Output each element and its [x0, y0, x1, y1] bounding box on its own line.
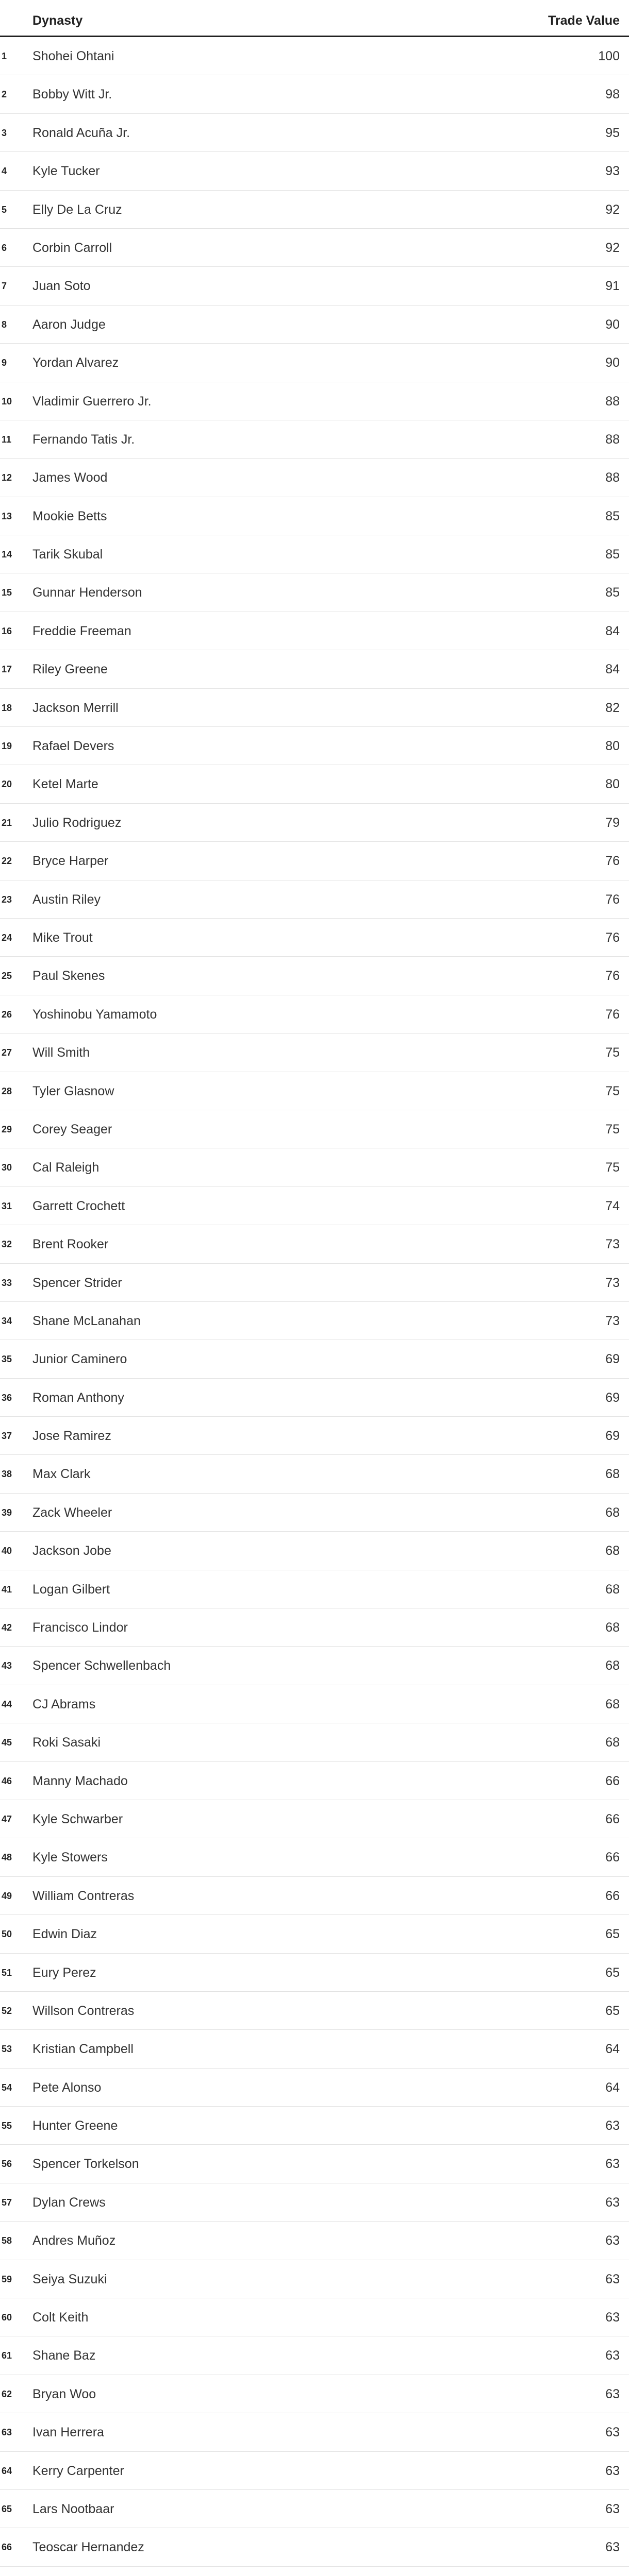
table-row [0, 2183, 629, 2222]
row-trade-value: 63 [605, 2463, 620, 2478]
row-trade-value: 73 [605, 1313, 620, 1328]
row-trade-value: 73 [605, 1237, 620, 1252]
row-rank: 22 [2, 856, 12, 867]
table-row [0, 114, 629, 152]
row-trade-value: 63 [605, 2502, 620, 2516]
row-trade-value: 75 [605, 1122, 620, 1137]
table-row [0, 2490, 629, 2528]
row-player-name: Andres Muñoz [32, 2233, 116, 2248]
row-trade-value: 73 [605, 1275, 620, 1290]
row-trade-value: 68 [605, 1658, 620, 1673]
row-trade-value: 84 [605, 623, 620, 638]
row-trade-value: 84 [605, 662, 620, 677]
table-row [0, 2222, 629, 2260]
table-row [0, 2260, 629, 2298]
row-trade-value: 66 [605, 1888, 620, 1903]
row-rank: 6 [2, 242, 7, 253]
table-row [0, 1877, 629, 1915]
row-rank: 51 [2, 1967, 12, 1978]
row-player-name: Julio Rodriguez [32, 815, 122, 830]
row-trade-value: 90 [605, 355, 620, 370]
row-player-name: Yordan Alvarez [32, 355, 119, 370]
row-trade-value: 76 [605, 854, 620, 869]
row-player-name: Jackson Merrill [32, 700, 119, 715]
row-rank: 24 [2, 932, 12, 943]
row-trade-value: 69 [605, 1429, 620, 1444]
table-row [0, 1915, 629, 1953]
row-player-name: Corey Seager [32, 1122, 112, 1137]
row-rank: 27 [2, 1047, 12, 1058]
row-rank: 44 [2, 1699, 12, 1709]
table-row [0, 2336, 629, 2375]
row-player-name [32, 2567, 124, 2576]
table-row [0, 573, 629, 612]
row-trade-value: 80 [605, 739, 620, 754]
row-rank: 35 [2, 1354, 12, 1365]
table-row [0, 957, 629, 995]
row-rank: 56 [2, 2159, 12, 2170]
row-trade-value: 92 [605, 240, 620, 255]
row-player-name: Jackson Jobe [32, 1544, 111, 1558]
table-row [0, 1379, 629, 1417]
row-trade-value: 68 [605, 1544, 620, 1558]
row-player-name: Ivan Herrera [32, 2425, 104, 2440]
row-trade-value: 98 [605, 87, 620, 102]
table-row [0, 2298, 629, 2336]
table-row [0, 765, 629, 803]
row-rank: 55 [2, 2121, 12, 2131]
row-rank: 47 [2, 1814, 12, 1824]
row-trade-value: 63 [605, 2310, 620, 2325]
row-trade-value: 76 [605, 930, 620, 945]
row-rank: 45 [2, 1737, 12, 1748]
row-player-name: Mike Trout [32, 930, 93, 945]
row-rank: 18 [2, 702, 12, 713]
row-rank: 53 [2, 2044, 12, 2055]
row-rank: 19 [2, 741, 12, 752]
row-trade-value: 63 [605, 2195, 620, 2210]
row-trade-value: 69 [605, 1352, 620, 1367]
row-rank: 65 [2, 2504, 12, 2514]
row-trade-value: 76 [605, 1007, 620, 1022]
row-trade-value: 75 [605, 1045, 620, 1060]
table-row [0, 1532, 629, 1570]
row-trade-value: 63 [605, 2119, 620, 2133]
table-row [0, 919, 629, 957]
row-player-name: Tyler Glasnow [32, 1083, 114, 1098]
table-row [0, 497, 629, 535]
row-trade-value: 68 [605, 1582, 620, 1597]
table-row [0, 267, 629, 305]
table-row [0, 1072, 629, 1110]
row-player-name: William Contreras [32, 1888, 135, 1903]
row-trade-value: 68 [605, 1735, 620, 1750]
row-trade-value: 80 [605, 777, 620, 792]
row-trade-value: 65 [605, 1927, 620, 1942]
row-player-name: Garrett Crochett [32, 1198, 125, 1213]
row-rank: 58 [2, 2235, 12, 2246]
row-trade-value: 66 [605, 1773, 620, 1788]
table-row [0, 1954, 629, 1992]
row-trade-value: 69 [605, 1390, 620, 1405]
row-trade-value: 63 [605, 2540, 620, 2555]
row-trade-value: 95 [605, 125, 620, 140]
table-row [0, 1992, 629, 2030]
row-trade-value: 63 [605, 2425, 620, 2440]
row-rank: 7 [2, 281, 7, 292]
row-player-name: Fernando Tatis Jr. [32, 432, 135, 447]
table-row [0, 2030, 629, 2068]
column-header-trade-value[interactable]: Trade Value [548, 13, 620, 28]
row-trade-value: 66 [605, 1850, 620, 1865]
row-trade-value: 100 [598, 49, 620, 63]
row-rank: 52 [2, 2005, 12, 2016]
row-rank: 28 [2, 1086, 12, 1096]
row-player-name: Ronald Acuña Jr. [32, 125, 130, 140]
row-player-name: James Wood [32, 470, 108, 485]
row-trade-value: 66 [605, 1811, 620, 1826]
row-trade-value: 63 [605, 2386, 620, 2401]
table-row [0, 727, 629, 765]
table-row [0, 1455, 629, 1493]
table-row [0, 842, 629, 880]
table-row [0, 1723, 629, 1761]
table-row [0, 1033, 629, 1072]
row-rank: 23 [2, 894, 12, 905]
row-rank: 20 [2, 779, 12, 790]
row-rank: 42 [2, 1622, 12, 1633]
row-rank: 9 [2, 358, 7, 368]
row-rank: 50 [2, 1929, 12, 1940]
row-rank: 32 [2, 1239, 12, 1250]
table-row [0, 2528, 629, 2566]
table-row [0, 1302, 629, 1340]
row-player-name: Austin Riley [32, 892, 101, 907]
row-player-name: Pete Alonso [32, 2080, 102, 2095]
row-rank: 31 [2, 1200, 12, 1211]
row-trade-value: 85 [605, 547, 620, 562]
row-player-name: Roki Sasaki [32, 1735, 101, 1750]
row-player-name: Shane Baz [32, 2348, 96, 2363]
row-rank: 38 [2, 1469, 12, 1480]
row-trade-value [605, 2567, 620, 2576]
table-row [0, 420, 629, 459]
row-rank: 13 [2, 511, 12, 521]
row-rank: 16 [2, 625, 12, 636]
row-player-name: Kerry Carpenter [32, 2463, 124, 2478]
row-rank: 26 [2, 1009, 12, 1020]
row-rank: 36 [2, 1392, 12, 1403]
table-row [0, 459, 629, 497]
row-player-name: Seiya Suzuki [32, 2272, 107, 2286]
row-trade-value: 92 [605, 202, 620, 217]
table-row [0, 306, 629, 344]
row-player-name: Yoshinobu Yamamoto [32, 1007, 157, 1022]
row-trade-value: 82 [605, 700, 620, 715]
row-rank: 63 [2, 2427, 12, 2438]
row-trade-value: 68 [605, 1467, 620, 1482]
row-rank: 43 [2, 1660, 12, 1671]
row-rank: 46 [2, 1775, 12, 1786]
row-rank: 2 [2, 89, 7, 100]
table-row [0, 1187, 629, 1225]
row-player-name: Ketel Marte [32, 777, 98, 792]
row-player-name: Juan Soto [32, 279, 91, 294]
row-player-name: Will Smith [32, 1045, 90, 1060]
row-trade-value: 79 [605, 815, 620, 830]
table-row [0, 152, 629, 190]
table-row [0, 1494, 629, 1532]
row-rank: 29 [2, 1124, 12, 1134]
row-player-name: Edwin Diaz [32, 1927, 97, 1942]
table-row [0, 2452, 629, 2490]
row-rank: 62 [2, 2388, 12, 2399]
row-player-name: Dylan Crews [32, 2195, 106, 2210]
row-trade-value: 91 [605, 279, 620, 294]
row-rank: 4 [2, 166, 7, 177]
row-trade-value: 85 [605, 585, 620, 600]
column-header-dynasty[interactable]: Dynasty [32, 13, 83, 28]
table-row [0, 650, 629, 688]
row-rank: 60 [2, 2312, 12, 2323]
row-player-name: Jose Ramirez [32, 1429, 111, 1444]
row-player-name: Riley Greene [32, 662, 108, 677]
table-row [0, 344, 629, 382]
row-player-name: Elly De La Cruz [32, 202, 122, 217]
row-trade-value: 63 [605, 2348, 620, 2363]
row-trade-value: 63 [605, 2233, 620, 2248]
row-player-name: Spencer Strider [32, 1275, 122, 1290]
table-row [0, 1110, 629, 1148]
row-player-name: Eury Perez [32, 1965, 96, 1980]
row-rank: 59 [2, 2274, 12, 2284]
row-trade-value: 85 [605, 509, 620, 523]
row-player-name: Corbin Carroll [32, 240, 112, 255]
row-player-name: Aaron Judge [32, 317, 106, 332]
row-rank: 30 [2, 1162, 12, 1173]
table-row [0, 1762, 629, 1800]
table-row [0, 1608, 629, 1647]
row-rank: 37 [2, 1431, 12, 1442]
row-trade-value: 65 [605, 1965, 620, 1980]
row-rank: 66 [2, 2542, 12, 2553]
row-rank: 33 [2, 1277, 12, 1288]
table-row [0, 995, 629, 1033]
row-player-name: Lars Nootbaar [32, 2502, 114, 2516]
row-player-name: Roman Anthony [32, 1390, 124, 1405]
row-trade-value: 75 [605, 1160, 620, 1175]
table-row [0, 1148, 629, 1187]
row-trade-value: 64 [605, 2042, 620, 2057]
row-rank: 14 [2, 549, 12, 560]
row-player-name: Cal Raleigh [32, 1160, 100, 1175]
table-row [0, 191, 629, 229]
row-rank: 64 [2, 2465, 12, 2476]
table-body [0, 37, 629, 2576]
table-row [0, 2567, 629, 2576]
row-trade-value: 68 [605, 1620, 620, 1635]
row-trade-value: 76 [605, 969, 620, 984]
row-trade-value: 76 [605, 892, 620, 907]
table-row [0, 689, 629, 727]
row-rank: 8 [2, 319, 7, 330]
row-player-name: Bryce Harper [32, 854, 109, 869]
table-row [0, 1417, 629, 1455]
row-rank: 41 [2, 1584, 12, 1595]
row-player-name: Willson Contreras [32, 2003, 135, 2018]
row-player-name: Freddie Freeman [32, 623, 131, 638]
row-rank: 1 [2, 51, 7, 61]
row-trade-value: 75 [605, 1083, 620, 1098]
row-player-name: Spencer Torkelson [32, 2157, 139, 2172]
row-player-name: Shohei Ohtani [32, 49, 114, 63]
row-rank: 3 [2, 127, 7, 138]
row-player-name: Max Clark [32, 1467, 91, 1482]
row-player-name: Logan Gilbert [32, 1582, 110, 1597]
row-player-name: Junior Caminero [32, 1352, 127, 1367]
row-trade-value: 68 [605, 1505, 620, 1520]
table-row [0, 2375, 629, 2413]
row-trade-value: 63 [605, 2157, 620, 2172]
row-player-name: Bobby Witt Jr. [32, 87, 112, 102]
row-rank: 10 [2, 396, 12, 406]
row-rank: 57 [2, 2197, 12, 2208]
row-player-name: Francisco Lindor [32, 1620, 128, 1635]
row-rank: 11 [2, 434, 12, 445]
row-player-name: Paul Skenes [32, 969, 105, 984]
row-player-name: CJ Abrams [32, 1697, 96, 1711]
table-row [0, 2107, 629, 2145]
table-row [0, 2145, 629, 2183]
row-rank [2, 2567, 12, 2576]
row-player-name: Rafael Devers [32, 739, 114, 754]
row-player-name: Hunter Greene [32, 2119, 118, 2133]
table-row [0, 382, 629, 420]
row-rank: 54 [2, 2082, 12, 2093]
table-row [0, 2413, 629, 2451]
row-player-name: Manny Machado [32, 1773, 128, 1788]
row-player-name: Gunnar Henderson [32, 585, 142, 600]
table-row [0, 37, 629, 75]
table-row [0, 1225, 629, 1263]
table-row [0, 75, 629, 113]
table-row [0, 612, 629, 650]
row-trade-value: 68 [605, 1697, 620, 1711]
table-row [0, 1264, 629, 1302]
row-player-name: Kristian Campbell [32, 2042, 134, 2057]
row-rank: 48 [2, 1852, 12, 1863]
table-row [0, 1340, 629, 1378]
table-row [0, 2069, 629, 2107]
row-player-name: Brent Rooker [32, 1237, 109, 1252]
row-trade-value: 88 [605, 394, 620, 409]
row-rank: 34 [2, 1315, 12, 1326]
row-rank: 61 [2, 2350, 12, 2361]
table-row [0, 1800, 629, 1838]
table-header [0, 0, 629, 37]
row-trade-value: 88 [605, 470, 620, 485]
row-player-name: Spencer Schwellenbach [32, 1658, 171, 1673]
row-player-name: Kyle Tucker [32, 164, 100, 179]
row-player-name: Bryan Woo [32, 2386, 96, 2401]
row-rank: 5 [2, 204, 7, 215]
row-trade-value: 74 [605, 1198, 620, 1213]
row-trade-value: 64 [605, 2080, 620, 2095]
row-player-name: Shane McLanahan [32, 1313, 141, 1328]
row-player-name: Tarik Skubal [32, 547, 103, 562]
row-rank: 12 [2, 472, 12, 483]
table-row [0, 1647, 629, 1685]
row-trade-value: 65 [605, 2003, 620, 2018]
row-player-name: Teoscar Hernandez [32, 2540, 144, 2555]
row-rank: 15 [2, 587, 12, 598]
row-player-name: Kyle Stowers [32, 1850, 108, 1865]
row-rank: 40 [2, 1546, 12, 1556]
table-row [0, 1570, 629, 1608]
table-row [0, 1685, 629, 1723]
row-rank: 21 [2, 817, 12, 828]
row-trade-value: 93 [605, 164, 620, 179]
table-row [0, 880, 629, 919]
row-rank: 39 [2, 1507, 12, 1518]
table-row [0, 1838, 629, 1876]
row-rank: 25 [2, 971, 12, 981]
row-player-name: Zack Wheeler [32, 1505, 112, 1520]
row-trade-value: 88 [605, 432, 620, 447]
row-player-name: Colt Keith [32, 2310, 89, 2325]
row-rank: 49 [2, 1890, 12, 1901]
table-row [0, 804, 629, 842]
row-trade-value: 63 [605, 2272, 620, 2286]
table-row [0, 535, 629, 573]
row-player-name: Mookie Betts [32, 509, 107, 523]
row-trade-value: 90 [605, 317, 620, 332]
row-player-name: Kyle Schwarber [32, 1811, 123, 1826]
row-player-name: Vladimir Guerrero Jr. [32, 394, 152, 409]
row-rank: 17 [2, 664, 12, 675]
table-row [0, 229, 629, 267]
